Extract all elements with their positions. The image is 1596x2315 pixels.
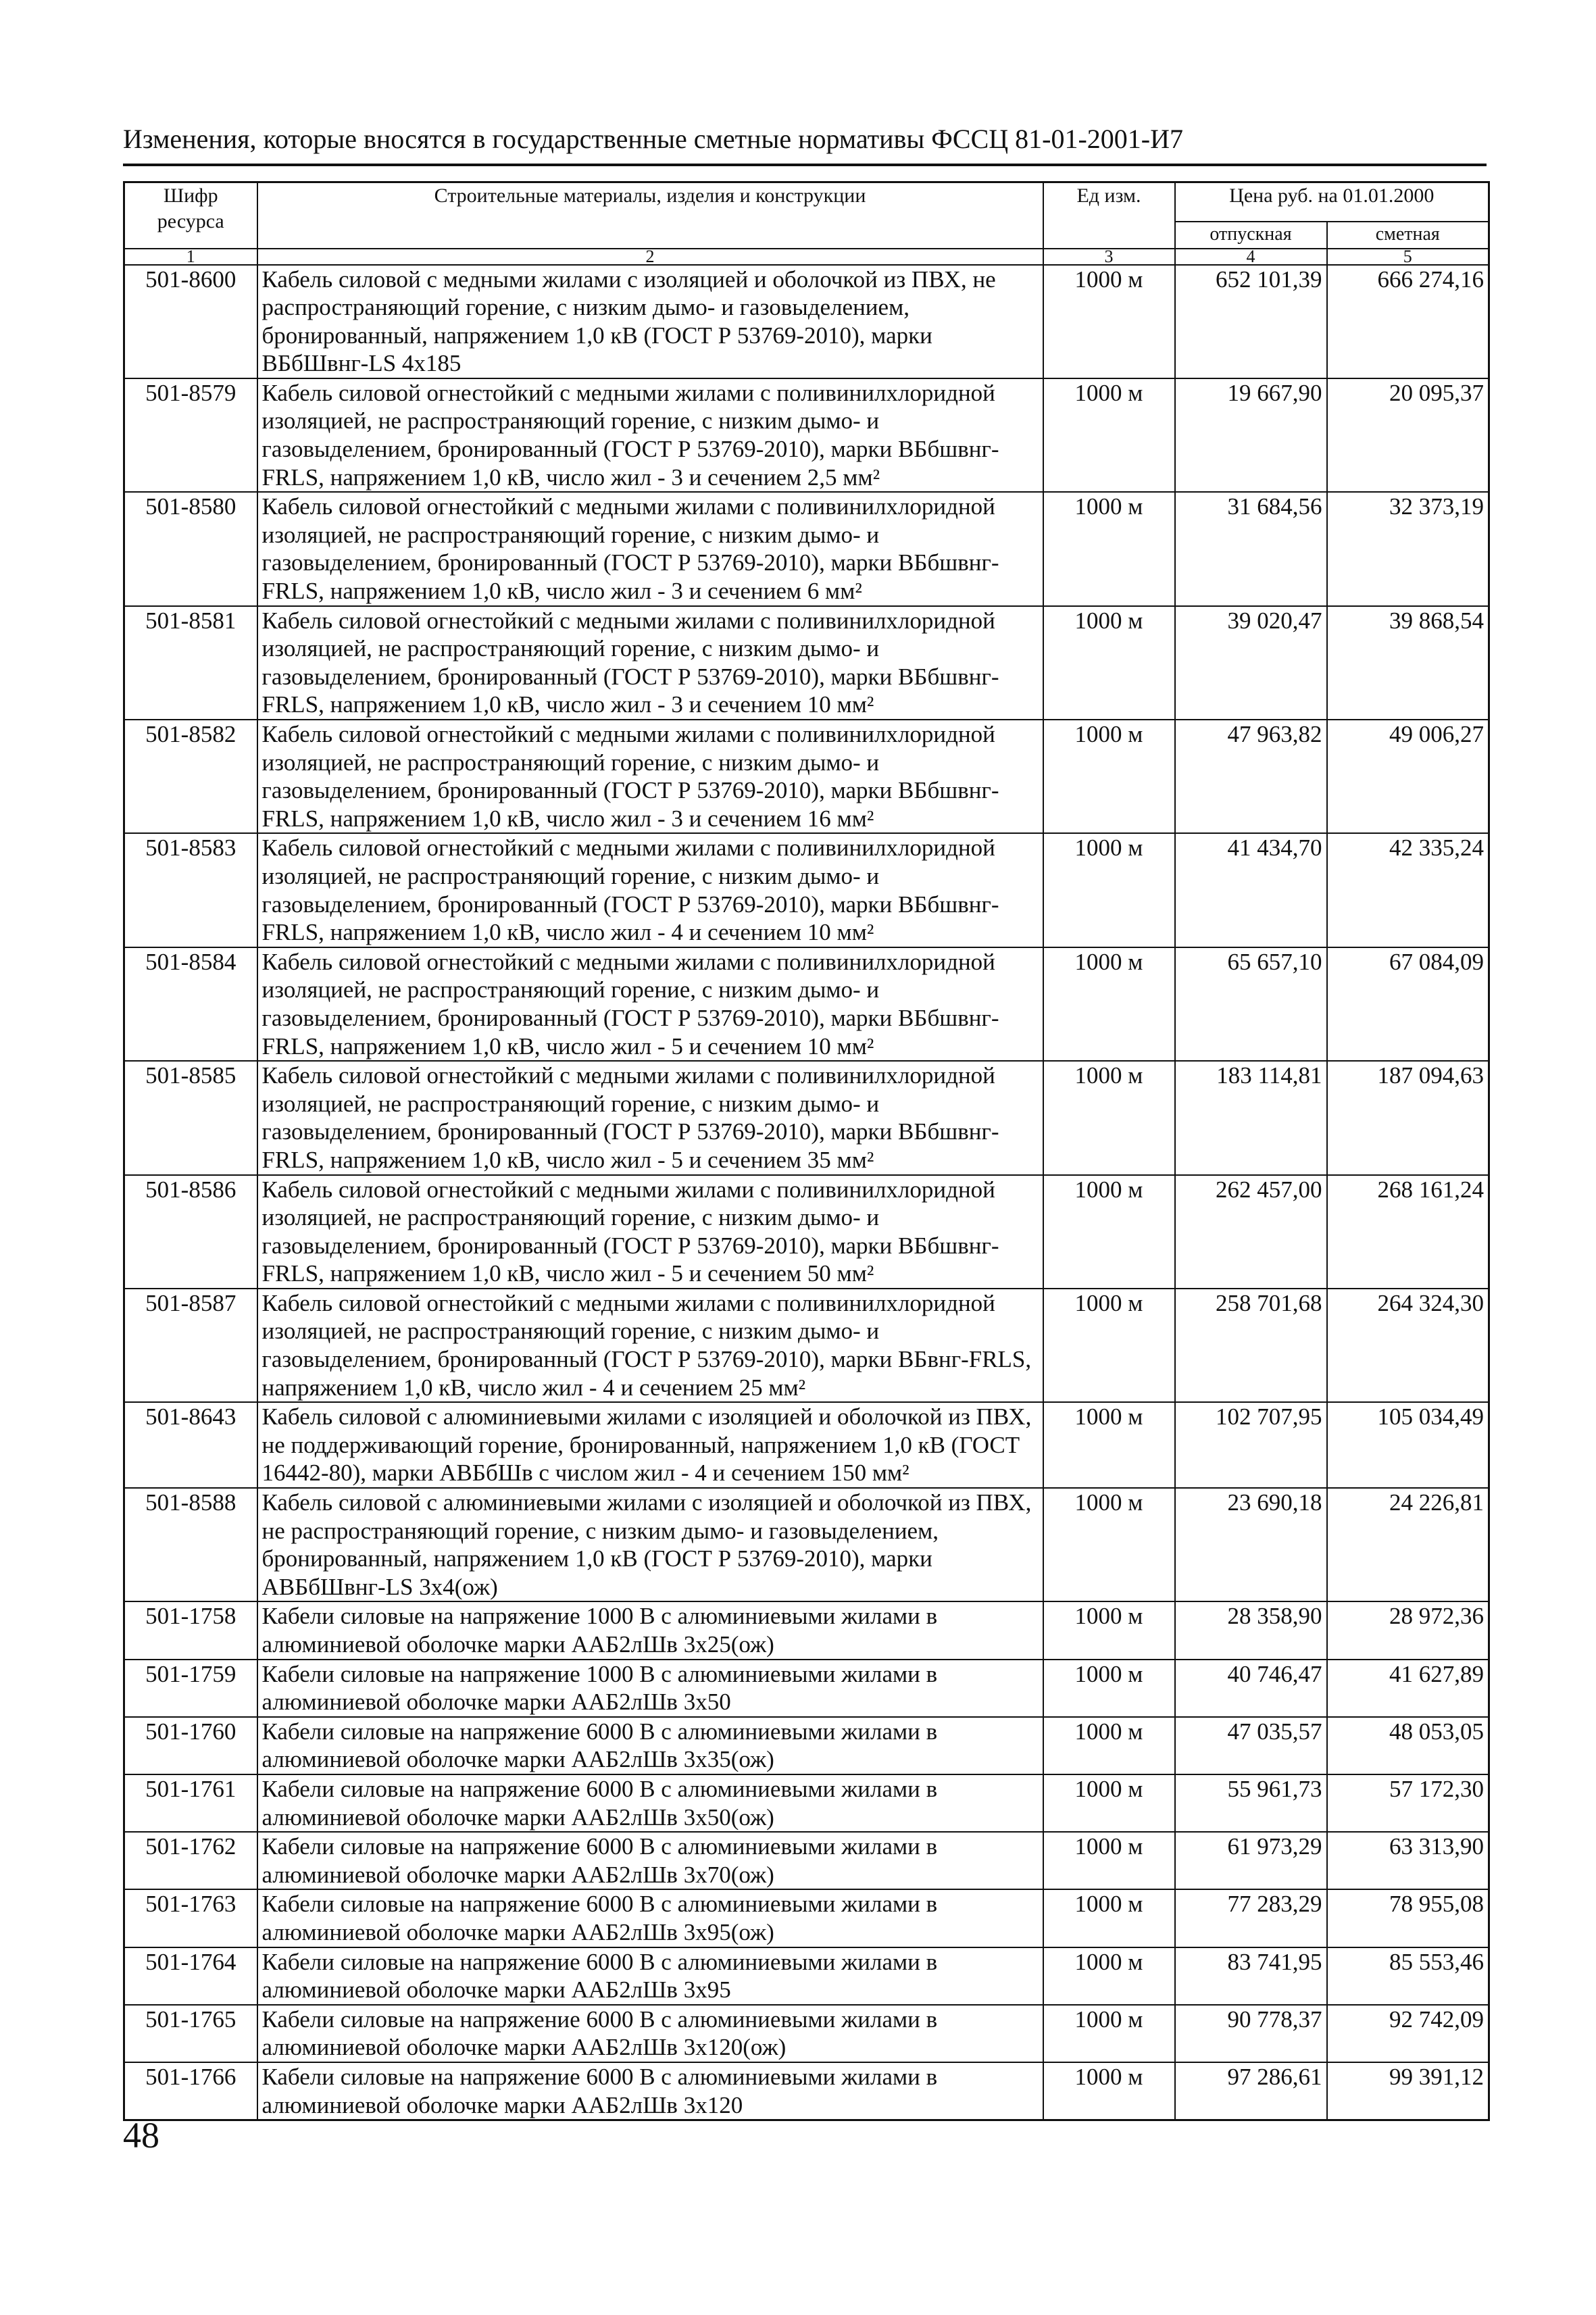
unit: 1000 м <box>1043 1601 1175 1659</box>
unit: 1000 м <box>1043 1717 1175 1774</box>
estimate-price: 99 391,12 <box>1327 2062 1489 2120</box>
estimate-price: 63 313,90 <box>1327 1832 1489 1889</box>
page-number: 48 <box>123 2115 159 2156</box>
release-price: 28 358,90 <box>1175 1601 1327 1659</box>
material-name: Кабель силовой огнестойкий с медными жилами с поливинилхлоридной изоляцией, не распространяющий горение, с низким дымо- и газовыделением, бронированный (ГОСТ Р 53769-2010), марки ВБбшвнг-FRLS, напряжением 1,0 кВ, число жил - 3 и сечением 10 мм² <box>257 606 1043 720</box>
header-code: Шифр ресурса <box>124 182 257 249</box>
unit: 1000 м <box>1043 1175 1175 1289</box>
estimate-price: 268 161,24 <box>1327 1175 1489 1289</box>
estimate-price: 49 006,27 <box>1327 720 1489 833</box>
table-row <box>124 1601 1489 1659</box>
table-row <box>124 1061 1489 1174</box>
unit: 1000 м <box>1043 720 1175 833</box>
resource-code: 501-1764 <box>124 1947 257 2005</box>
unit: 1000 м <box>1043 492 1175 605</box>
resource-code: 501-8581 <box>124 606 257 720</box>
resource-price-table <box>123 181 1490 2121</box>
material-name: Кабели силовые на напряжение 6000 В с алюминиевыми жилами в алюминиевой оболочке марки ААБ2лШв 3х95(ож) <box>257 1889 1043 1947</box>
release-price: 61 973,29 <box>1175 1832 1327 1889</box>
table-row <box>124 1832 1489 1889</box>
resource-code: 501-1766 <box>124 2062 257 2120</box>
table-row <box>124 2005 1489 2062</box>
material-name: Кабель силовой огнестойкий с медными жилами с поливинилхлоридной изоляцией, не распространяющий горение, с низким дымо- и газовыделением, бронированный (ГОСТ Р 53769-2010), марки ВБбшвнг-FRLS, напряжением 1,0 кВ, число жил - 3 и сечением 16 мм² <box>257 720 1043 833</box>
resource-code: 501-1759 <box>124 1660 257 1717</box>
estimate-price: 57 172,30 <box>1327 1774 1489 1832</box>
column-number: 3 <box>1043 249 1175 265</box>
column-number: 2 <box>257 249 1043 265</box>
release-price: 652 101,39 <box>1175 265 1327 378</box>
unit: 1000 м <box>1043 2005 1175 2062</box>
estimate-price: 41 627,89 <box>1327 1660 1489 1717</box>
table-row <box>124 2062 1489 2120</box>
release-price: 40 746,47 <box>1175 1660 1327 1717</box>
release-price: 47 035,57 <box>1175 1717 1327 1774</box>
release-price: 258 701,68 <box>1175 1289 1327 1402</box>
material-name: Кабель силовой огнестойкий с медными жилами с поливинилхлоридной изоляцией, не распространяющий горение, с низким дымо- и газовыделением, бронированный (ГОСТ Р 53769-2010), марки ВБбшвнг-FRLS, напряжением 1,0 кВ, число жил - 3 и сечением 6 мм² <box>257 492 1043 605</box>
header-unit: Ед изм. <box>1043 182 1175 249</box>
release-price: 55 961,73 <box>1175 1774 1327 1832</box>
release-price: 90 778,37 <box>1175 2005 1327 2062</box>
material-name: Кабель силовой огнестойкий с медными жилами с поливинилхлоридной изоляцией, не распространяющий горение, с низким дымо- и газовыделением, бронированный (ГОСТ Р 53769-2010), марки ВБбшвнг-FRLS, напряжением 1,0 кВ, число жил - 4 и сечением 10 мм² <box>257 833 1043 947</box>
material-name: Кабель силовой огнестойкий с медными жилами с поливинилхлоридной изоляцией, не распространяющий горение, с низким дымо- и газовыделением, бронированный (ГОСТ Р 53769-2010), марки ВБбшвнг-FRLS, напряжением 1,0 кВ, число жил - 5 и сечением 10 мм² <box>257 947 1043 1061</box>
release-price: 102 707,95 <box>1175 1402 1327 1488</box>
material-name: Кабели силовые на напряжение 6000 В с алюминиевыми жилами в алюминиевой оболочке марки ААБ2лШв 3х70(ож) <box>257 1832 1043 1889</box>
material-name: Кабель силовой огнестойкий с медными жилами с поливинилхлоридной изоляцией, не распространяющий горение, с низким дымо- и газовыделением, бронированный (ГОСТ Р 53769-2010), марки ВБбшвнг-FRLS, напряжением 1,0 кВ, число жил - 3 и сечением 2,5 мм² <box>257 378 1043 492</box>
estimate-price: 48 053,05 <box>1327 1717 1489 1774</box>
table-row <box>124 720 1489 833</box>
header-price-estimate: сметная <box>1327 222 1489 249</box>
table-row <box>124 1947 1489 2005</box>
material-name: Кабели силовые на напряжение 6000 В с алюминиевыми жилами в алюминиевой оболочке марки ААБ2лШв 3х35(ож) <box>257 1717 1043 1774</box>
resource-code: 501-1762 <box>124 1832 257 1889</box>
unit: 1000 м <box>1043 833 1175 947</box>
table-row <box>124 1774 1489 1832</box>
release-price: 47 963,82 <box>1175 720 1327 833</box>
release-price: 183 114,81 <box>1175 1061 1327 1174</box>
header-name: Строительные материалы, изделия и конструкции <box>257 182 1043 249</box>
estimate-price: 666 274,16 <box>1327 265 1489 378</box>
estimate-price: 24 226,81 <box>1327 1488 1489 1601</box>
unit: 1000 м <box>1043 265 1175 378</box>
table-row <box>124 1289 1489 1402</box>
estimate-price: 105 034,49 <box>1327 1402 1489 1488</box>
table-row <box>124 1402 1489 1488</box>
release-price: 31 684,56 <box>1175 492 1327 605</box>
estimate-price: 42 335,24 <box>1327 833 1489 947</box>
release-price: 97 286,61 <box>1175 2062 1327 2120</box>
unit: 1000 м <box>1043 378 1175 492</box>
resource-code: 501-1758 <box>124 1601 257 1659</box>
unit: 1000 м <box>1043 1889 1175 1947</box>
material-name: Кабели силовые на напряжение 6000 В с алюминиевыми жилами в алюминиевой оболочке марки ААБ2лШв 3х120(ож) <box>257 2005 1043 2062</box>
estimate-price: 85 553,46 <box>1327 1947 1489 2005</box>
table-row <box>124 1488 1489 1601</box>
resource-code: 501-8582 <box>124 720 257 833</box>
table-row <box>124 1660 1489 1717</box>
table-row <box>124 606 1489 720</box>
table-row <box>124 1717 1489 1774</box>
estimate-price: 39 868,54 <box>1327 606 1489 720</box>
release-price: 65 657,10 <box>1175 947 1327 1061</box>
estimate-price: 92 742,09 <box>1327 2005 1489 2062</box>
unit: 1000 м <box>1043 947 1175 1061</box>
column-number: 5 <box>1327 249 1489 265</box>
resource-code: 501-1765 <box>124 2005 257 2062</box>
table-row <box>124 1175 1489 1289</box>
unit: 1000 м <box>1043 1289 1175 1402</box>
table-row <box>124 1889 1489 1947</box>
resource-code: 501-8588 <box>124 1488 257 1601</box>
resource-code: 501-8580 <box>124 492 257 605</box>
release-price: 23 690,18 <box>1175 1488 1327 1601</box>
page-title: Изменения, которые вносятся в государственные сметные нормативы ФССЦ 81-01-2001-И7 <box>123 120 1487 166</box>
unit: 1000 м <box>1043 1488 1175 1601</box>
resource-code: 501-8585 <box>124 1061 257 1174</box>
column-number: 4 <box>1175 249 1327 265</box>
estimate-price: 28 972,36 <box>1327 1601 1489 1659</box>
resource-code: 501-1761 <box>124 1774 257 1832</box>
material-name: Кабели силовые на напряжение 6000 В с алюминиевыми жилами в алюминиевой оболочке марки ААБ2лШв 3х120 <box>257 2062 1043 2120</box>
table-row <box>124 833 1489 947</box>
estimate-price: 264 324,30 <box>1327 1289 1489 1402</box>
resource-code: 501-8587 <box>124 1289 257 1402</box>
estimate-price: 187 094,63 <box>1327 1061 1489 1174</box>
material-name: Кабель силовой огнестойкий с медными жилами с поливинилхлоридной изоляцией, не распространяющий горение, с низким дымо- и газовыделением, бронированный (ГОСТ Р 53769-2010), марки ВБбшвнг-FRLS, напряжением 1,0 кВ, число жил - 5 и сечением 50 мм² <box>257 1175 1043 1289</box>
release-price: 83 741,95 <box>1175 1947 1327 2005</box>
table-row <box>124 265 1489 378</box>
estimate-price: 78 955,08 <box>1327 1889 1489 1947</box>
material-name: Кабели силовые на напряжение 1000 В с алюминиевыми жилами в алюминиевой оболочке марки ААБ2лШв 3х25(ож) <box>257 1601 1043 1659</box>
material-name: Кабель силовой с медными жилами с изоляцией и оболочкой из ПВХ, не распространяющий горение, с низким дымо- и газовыделением, бронированный, напряжением 1,0 кВ (ГОСТ Р 53769-2010), марки ВБбШвнг-LS 4х185 <box>257 265 1043 378</box>
release-price: 41 434,70 <box>1175 833 1327 947</box>
column-number: 1 <box>124 249 257 265</box>
unit: 1000 м <box>1043 1774 1175 1832</box>
unit: 1000 м <box>1043 1947 1175 2005</box>
table-row <box>124 947 1489 1061</box>
table-row <box>124 378 1489 492</box>
material-name: Кабели силовые на напряжение 6000 В с алюминиевыми жилами в алюминиевой оболочке марки ААБ2лШв 3х50(ож) <box>257 1774 1043 1832</box>
release-price: 39 020,47 <box>1175 606 1327 720</box>
resource-code: 501-8586 <box>124 1175 257 1289</box>
unit: 1000 м <box>1043 606 1175 720</box>
material-name: Кабель силовой с алюминиевыми жилами с изоляцией и оболочкой из ПВХ, не распространяющий горение, с низким дымо- и газовыделением, бронированный, напряжением 1,0 кВ (ГОСТ Р 53769-2010), марки АВБбШвнг-LS 3х4(ож) <box>257 1488 1043 1601</box>
estimate-price: 20 095,37 <box>1327 378 1489 492</box>
material-name: Кабель силовой огнестойкий с медными жилами с поливинилхлоридной изоляцией, не распространяющий горение, с низким дымо- и газовыделением, бронированный (ГОСТ Р 53769-2010), марки ВБвнг-FRLS, напряжением 1,0 кВ, число жил - 4 и сечением 25 мм² <box>257 1289 1043 1402</box>
material-name: Кабели силовые на напряжение 1000 В с алюминиевыми жилами в алюминиевой оболочке марки ААБ2лШв 3х50 <box>257 1660 1043 1717</box>
resource-code: 501-8584 <box>124 947 257 1061</box>
resource-code: 501-1763 <box>124 1889 257 1947</box>
release-price: 262 457,00 <box>1175 1175 1327 1289</box>
release-price: 77 283,29 <box>1175 1889 1327 1947</box>
header-price-release: отпускная <box>1175 222 1327 249</box>
estimate-price: 32 373,19 <box>1327 492 1489 605</box>
unit: 1000 м <box>1043 1660 1175 1717</box>
resource-code: 501-8643 <box>124 1402 257 1488</box>
resource-code: 501-1760 <box>124 1717 257 1774</box>
release-price: 19 667,90 <box>1175 378 1327 492</box>
unit: 1000 м <box>1043 1061 1175 1174</box>
resource-code: 501-8583 <box>124 833 257 947</box>
estimate-price: 67 084,09 <box>1327 947 1489 1061</box>
header-price-group: Цена руб. на 01.01.2000 <box>1175 182 1489 222</box>
material-name: Кабели силовые на напряжение 6000 В с алюминиевыми жилами в алюминиевой оболочке марки ААБ2лШв 3х95 <box>257 1947 1043 2005</box>
resource-code: 501-8579 <box>124 378 257 492</box>
unit: 1000 м <box>1043 2062 1175 2120</box>
resource-code: 501-8600 <box>124 265 257 378</box>
unit: 1000 м <box>1043 1402 1175 1488</box>
table-row <box>124 492 1489 605</box>
material-name: Кабель силовой с алюминиевыми жилами с изоляцией и оболочкой из ПВХ, не поддерживающий горение, бронированный, напряжением 1,0 кВ (ГОСТ 16442-80), марки АВБбШв с числом жил - 4 и сечением 150 мм² <box>257 1402 1043 1488</box>
material-name: Кабель силовой огнестойкий с медными жилами с поливинилхлоридной изоляцией, не распространяющий горение, с низким дымо- и газовыделением, бронированный (ГОСТ Р 53769-2010), марки ВБбшвнг-FRLS, напряжением 1,0 кВ, число жил - 5 и сечением 35 мм² <box>257 1061 1043 1174</box>
unit: 1000 м <box>1043 1832 1175 1889</box>
